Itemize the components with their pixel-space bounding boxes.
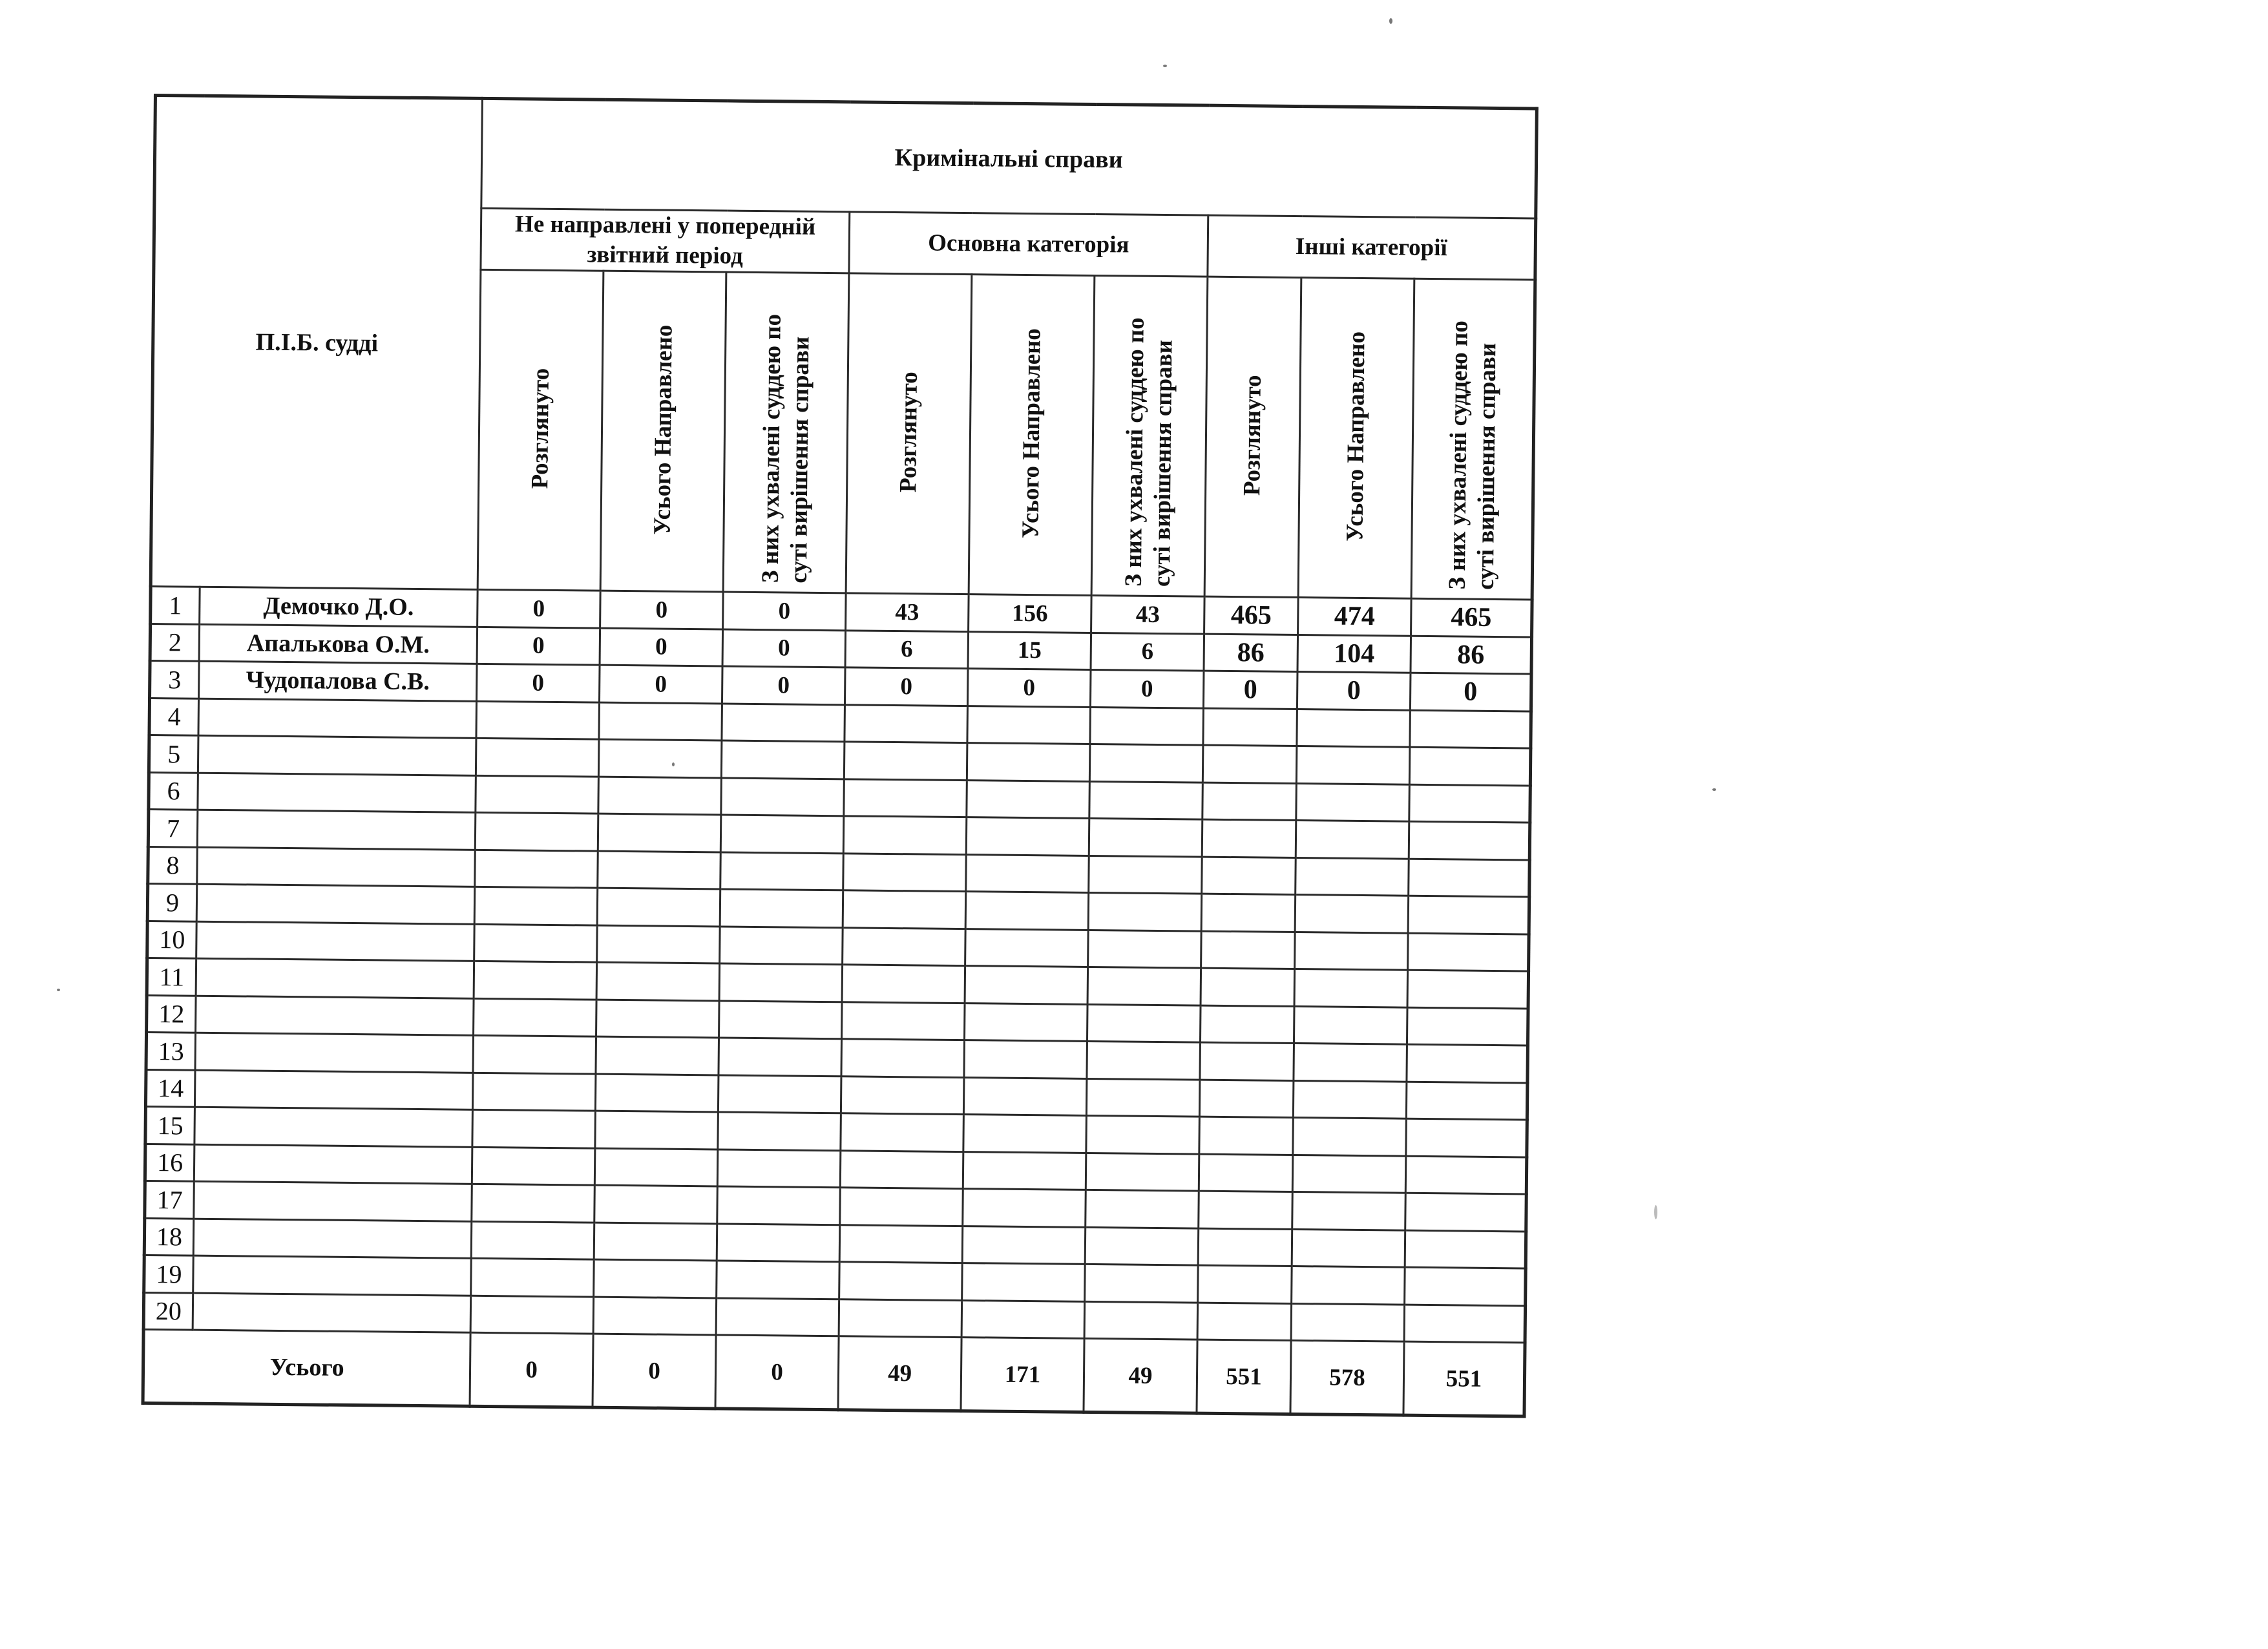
value-cell bbox=[595, 1074, 719, 1112]
value-cell bbox=[1294, 969, 1408, 1007]
value-cell bbox=[471, 1258, 594, 1296]
value-cell bbox=[594, 1185, 718, 1223]
value-cell: 0 bbox=[723, 592, 846, 630]
total-value-cell: 49 bbox=[838, 1336, 961, 1411]
value-cell bbox=[1296, 746, 1410, 784]
scan-speck bbox=[1712, 788, 1716, 791]
report-sheet bbox=[142, 94, 1535, 1418]
value-cell bbox=[599, 702, 722, 740]
value-cell: 0 bbox=[600, 628, 723, 666]
value-cell bbox=[1409, 859, 1530, 897]
judge-name bbox=[194, 1070, 473, 1110]
judge-name bbox=[196, 996, 474, 1036]
value-cell bbox=[963, 1189, 1086, 1227]
value-cell bbox=[1409, 747, 1531, 785]
value-cell bbox=[1405, 1230, 1526, 1268]
value-cell bbox=[1086, 1115, 1200, 1153]
row-number: 2 bbox=[150, 624, 200, 661]
value-cell bbox=[1408, 896, 1529, 934]
value-cell bbox=[476, 775, 599, 814]
value-cell: 0 bbox=[478, 589, 601, 627]
value-cell bbox=[596, 1000, 720, 1038]
column-header bbox=[478, 269, 604, 591]
value-cell bbox=[1296, 857, 1409, 896]
value-cell bbox=[1086, 1190, 1199, 1228]
column-header-label: Усього Направлено bbox=[1016, 328, 1046, 539]
value-cell bbox=[1407, 1007, 1528, 1045]
value-cell: 86 bbox=[1411, 636, 1532, 674]
value-cell bbox=[472, 1184, 595, 1222]
total-value-cell: 0 bbox=[470, 1332, 593, 1407]
value-cell bbox=[476, 738, 599, 776]
value-cell bbox=[1199, 1117, 1294, 1155]
value-cell bbox=[722, 703, 845, 741]
value-cell bbox=[1202, 857, 1296, 895]
value-cell bbox=[594, 1223, 717, 1261]
value-cell bbox=[596, 962, 720, 1000]
value-cell bbox=[1296, 821, 1409, 859]
value-cell bbox=[843, 890, 966, 929]
value-cell bbox=[841, 1039, 965, 1077]
judge-name bbox=[198, 773, 476, 813]
row-number: 12 bbox=[147, 995, 196, 1033]
row-number: 10 bbox=[147, 921, 197, 958]
column-header-label: Розглянуто bbox=[1239, 375, 1266, 496]
total-row bbox=[143, 1329, 1525, 1416]
value-cell bbox=[718, 1075, 841, 1113]
value-cell bbox=[1292, 1229, 1405, 1267]
row-number: 9 bbox=[147, 883, 197, 921]
value-cell bbox=[1202, 745, 1297, 783]
group-header-not-sent: Не направлені у попередній звітний період bbox=[481, 208, 850, 273]
value-cell bbox=[844, 742, 967, 780]
row-number: 14 bbox=[145, 1069, 195, 1107]
value-cell bbox=[1201, 931, 1296, 969]
value-cell bbox=[965, 1003, 1088, 1041]
judge-name bbox=[195, 1033, 474, 1073]
value-cell bbox=[717, 1261, 840, 1299]
value-cell bbox=[843, 816, 967, 854]
value-cell bbox=[598, 777, 722, 815]
value-cell bbox=[844, 779, 967, 817]
value-cell: 43 bbox=[1091, 595, 1205, 633]
value-cell bbox=[1407, 970, 1529, 1008]
value-cell bbox=[1295, 895, 1409, 933]
column-header-label: Усього Направлено bbox=[1341, 331, 1370, 542]
scan-speck bbox=[57, 989, 60, 991]
value-cell bbox=[1292, 1192, 1406, 1230]
scan-speck bbox=[1654, 1205, 1657, 1219]
scan-speck bbox=[672, 762, 675, 766]
value-cell bbox=[593, 1297, 717, 1335]
value-cell: 0 bbox=[600, 591, 724, 629]
value-cell bbox=[963, 1115, 1087, 1153]
row-number: 17 bbox=[145, 1181, 194, 1218]
value-cell bbox=[1197, 1303, 1292, 1341]
judge-name bbox=[198, 698, 477, 739]
value-cell bbox=[963, 1151, 1086, 1190]
value-cell bbox=[1088, 930, 1202, 968]
value-cell bbox=[1200, 1042, 1294, 1080]
value-cell bbox=[843, 853, 967, 891]
column-header bbox=[1204, 277, 1301, 597]
judge-name bbox=[196, 921, 475, 961]
judge-name: Чудопалова С.В. bbox=[199, 661, 478, 701]
value-cell bbox=[839, 1299, 962, 1337]
value-cell bbox=[961, 1300, 1085, 1338]
row-number: 15 bbox=[145, 1106, 195, 1144]
judge-name: Демочко Д.О. bbox=[200, 587, 478, 627]
value-cell bbox=[966, 817, 1089, 856]
value-cell bbox=[1296, 783, 1410, 821]
scan-speck bbox=[1389, 18, 1392, 24]
value-cell bbox=[1407, 1044, 1528, 1082]
row-number: 6 bbox=[149, 772, 198, 810]
value-cell bbox=[720, 926, 843, 964]
value-cell bbox=[840, 1188, 963, 1226]
value-cell bbox=[1085, 1264, 1199, 1302]
value-cell: 0 bbox=[1203, 671, 1297, 709]
value-cell bbox=[963, 1077, 1087, 1115]
value-cell bbox=[474, 887, 598, 925]
value-cell: 0 bbox=[477, 627, 600, 665]
criminal-cases-table bbox=[142, 94, 1538, 1418]
value-cell bbox=[475, 850, 598, 888]
value-cell: 15 bbox=[968, 631, 1091, 669]
value-cell bbox=[1201, 894, 1296, 932]
row-number: 18 bbox=[144, 1218, 194, 1255]
value-cell: 0 bbox=[845, 667, 968, 706]
row-number: 11 bbox=[147, 958, 196, 995]
total-value-cell: 49 bbox=[1084, 1338, 1197, 1413]
column-header-label: З них ухвалені суддею по суті вирішення справи bbox=[1444, 320, 1501, 590]
column-header bbox=[600, 271, 726, 592]
value-cell bbox=[597, 925, 720, 963]
value-cell bbox=[842, 965, 965, 1003]
value-cell bbox=[470, 1296, 594, 1334]
value-cell: 0 bbox=[1410, 673, 1531, 711]
judge-name: Апалькова О.М. bbox=[199, 624, 478, 664]
value-cell bbox=[965, 892, 1089, 930]
value-cell: 86 bbox=[1204, 634, 1298, 672]
judge-name bbox=[196, 884, 475, 924]
column-header-label: Усього Направлено bbox=[649, 324, 678, 535]
value-cell bbox=[1409, 784, 1531, 823]
value-cell bbox=[718, 1112, 841, 1150]
value-cell bbox=[1087, 1041, 1201, 1079]
value-cell bbox=[1293, 1118, 1407, 1156]
value-cell bbox=[1088, 892, 1202, 930]
value-cell bbox=[716, 1297, 839, 1336]
value-cell bbox=[1089, 856, 1202, 894]
value-cell bbox=[967, 780, 1090, 818]
row-number: 13 bbox=[146, 1032, 196, 1069]
row-number: 5 bbox=[149, 735, 198, 772]
value-cell: 156 bbox=[969, 594, 1092, 633]
judge-name bbox=[193, 1255, 472, 1296]
total-value-cell: 171 bbox=[961, 1338, 1084, 1413]
column-header bbox=[1091, 275, 1208, 596]
value-cell bbox=[474, 961, 597, 999]
value-cell bbox=[967, 743, 1090, 781]
value-cell bbox=[598, 851, 721, 889]
value-cell bbox=[1292, 1155, 1406, 1193]
value-cell bbox=[1405, 1156, 1527, 1194]
value-cell bbox=[598, 739, 722, 777]
total-value-cell: 551 bbox=[1197, 1339, 1291, 1414]
scan-speck bbox=[1163, 65, 1167, 67]
value-cell bbox=[845, 704, 968, 742]
column-header-label: З них ухвалені суддею по суті вирішення справи bbox=[1120, 317, 1178, 587]
group-header-other-categories: Інші категорії bbox=[1208, 215, 1536, 280]
value-cell bbox=[1089, 781, 1203, 819]
value-cell: 465 bbox=[1204, 596, 1299, 635]
value-cell bbox=[721, 777, 845, 815]
value-cell bbox=[967, 706, 1091, 744]
column-header bbox=[1298, 278, 1414, 599]
value-cell bbox=[717, 1149, 841, 1187]
value-cell bbox=[1294, 1006, 1407, 1044]
value-cell bbox=[598, 814, 721, 852]
value-cell bbox=[1198, 1265, 1292, 1303]
column-header bbox=[1411, 278, 1535, 600]
value-cell: 43 bbox=[846, 593, 969, 631]
value-cell bbox=[720, 852, 844, 890]
group-header-main-category: Основна категорія bbox=[849, 212, 1208, 277]
value-cell bbox=[1084, 1301, 1198, 1339]
value-cell: 474 bbox=[1298, 598, 1412, 636]
judge-name bbox=[197, 847, 476, 887]
total-label: Усього bbox=[143, 1329, 470, 1406]
column-header-label: З них ухвалені суддею по суті вирішення справи bbox=[757, 313, 814, 583]
value-cell bbox=[597, 888, 720, 926]
column-header bbox=[846, 273, 972, 594]
value-cell bbox=[720, 889, 843, 927]
value-cell bbox=[1199, 1080, 1294, 1118]
value-cell: 104 bbox=[1297, 635, 1411, 673]
value-cell bbox=[966, 854, 1089, 892]
value-cell bbox=[1090, 707, 1204, 745]
judge-name bbox=[196, 958, 474, 998]
total-value-cell: 551 bbox=[1403, 1341, 1525, 1416]
value-cell bbox=[473, 1035, 596, 1073]
value-cell bbox=[1292, 1266, 1405, 1304]
value-cell bbox=[719, 963, 843, 1002]
row-number: 8 bbox=[148, 846, 198, 884]
value-cell bbox=[594, 1148, 718, 1186]
criminal-cases-header: Кримінальні справи bbox=[481, 98, 1537, 218]
value-cell bbox=[839, 1224, 963, 1263]
value-cell bbox=[720, 815, 844, 853]
value-cell bbox=[1294, 1044, 1407, 1082]
judge-name bbox=[193, 1293, 471, 1333]
value-cell: 6 bbox=[845, 630, 969, 668]
value-cell: 0 bbox=[477, 664, 600, 702]
value-cell bbox=[1089, 744, 1203, 782]
value-cell bbox=[595, 1111, 719, 1149]
value-cell bbox=[1199, 1191, 1293, 1229]
value-cell bbox=[1295, 932, 1409, 970]
value-cell bbox=[962, 1263, 1086, 1301]
total-value-cell: 0 bbox=[715, 1335, 839, 1410]
value-cell bbox=[1203, 708, 1297, 746]
value-cell bbox=[962, 1226, 1086, 1264]
value-cell bbox=[840, 1150, 963, 1188]
value-cell bbox=[1198, 1228, 1292, 1266]
value-cell bbox=[1200, 1005, 1294, 1044]
value-cell bbox=[594, 1259, 717, 1297]
value-cell bbox=[476, 701, 600, 739]
value-cell bbox=[1409, 821, 1530, 859]
row-number: 7 bbox=[148, 809, 198, 846]
value-cell bbox=[717, 1223, 840, 1261]
value-cell: 0 bbox=[722, 666, 845, 704]
value-cell bbox=[965, 966, 1088, 1004]
value-cell bbox=[842, 1002, 965, 1040]
value-cell bbox=[1408, 933, 1529, 971]
value-cell bbox=[841, 1076, 964, 1114]
value-cell bbox=[841, 1113, 964, 1151]
row-number: 1 bbox=[151, 586, 200, 624]
value-cell bbox=[472, 1109, 596, 1148]
total-value-cell: 578 bbox=[1290, 1340, 1404, 1415]
value-cell bbox=[839, 1262, 963, 1300]
total-value-cell: 0 bbox=[593, 1334, 716, 1409]
column-header-label: Розглянуто bbox=[526, 368, 554, 489]
row-number: 16 bbox=[145, 1144, 194, 1181]
value-cell: 0 bbox=[1090, 669, 1204, 708]
value-cell: 0 bbox=[600, 665, 723, 703]
value-cell bbox=[1297, 709, 1411, 747]
value-cell bbox=[1202, 819, 1296, 857]
value-cell: 465 bbox=[1411, 598, 1533, 636]
value-cell bbox=[596, 1036, 719, 1075]
value-cell bbox=[1404, 1305, 1526, 1343]
value-cell bbox=[1410, 710, 1531, 748]
value-cell bbox=[965, 929, 1089, 967]
judge-name bbox=[197, 810, 476, 850]
judge-name bbox=[194, 1181, 472, 1221]
value-cell bbox=[843, 927, 966, 965]
value-cell bbox=[1202, 782, 1297, 821]
value-cell: 6 bbox=[1091, 633, 1204, 671]
value-cell bbox=[1087, 967, 1201, 1005]
value-cell bbox=[1089, 818, 1202, 856]
value-cell bbox=[1405, 1193, 1527, 1231]
judge-name bbox=[194, 1144, 472, 1184]
value-cell bbox=[475, 812, 598, 850]
value-cell bbox=[472, 1073, 596, 1111]
value-cell bbox=[719, 1038, 842, 1076]
column-header bbox=[969, 275, 1095, 596]
value-cell bbox=[1405, 1267, 1526, 1305]
row-number: 4 bbox=[149, 698, 199, 735]
value-cell bbox=[721, 740, 845, 779]
judge-name bbox=[198, 735, 476, 775]
value-cell bbox=[1199, 1154, 1293, 1192]
value-cell bbox=[717, 1186, 841, 1224]
value-cell bbox=[1085, 1227, 1199, 1265]
value-cell bbox=[1086, 1153, 1199, 1191]
value-cell bbox=[474, 924, 598, 962]
judge-name bbox=[193, 1219, 472, 1259]
value-cell: 0 bbox=[967, 669, 1091, 707]
value-cell: 0 bbox=[722, 629, 846, 667]
judge-name-header: П.І.Б. судді bbox=[151, 96, 482, 590]
value-cell bbox=[964, 1040, 1087, 1078]
value-cell bbox=[1406, 1119, 1528, 1157]
value-cell bbox=[719, 1000, 843, 1038]
value-cell bbox=[471, 1221, 594, 1259]
column-header bbox=[723, 272, 849, 593]
value-cell bbox=[1406, 1082, 1528, 1120]
value-cell bbox=[1086, 1078, 1200, 1117]
row-number: 19 bbox=[144, 1255, 194, 1292]
value-cell bbox=[1293, 1080, 1407, 1119]
value-cell: 0 bbox=[1297, 672, 1411, 710]
value-cell bbox=[1291, 1303, 1405, 1341]
value-cell bbox=[474, 998, 597, 1036]
column-header-label: Розглянуто bbox=[894, 372, 923, 493]
judge-name bbox=[194, 1107, 473, 1147]
value-cell bbox=[1087, 1004, 1201, 1042]
row-number: 3 bbox=[150, 660, 200, 698]
row-number: 20 bbox=[143, 1292, 193, 1330]
value-cell bbox=[1201, 968, 1295, 1006]
value-cell bbox=[472, 1147, 595, 1185]
